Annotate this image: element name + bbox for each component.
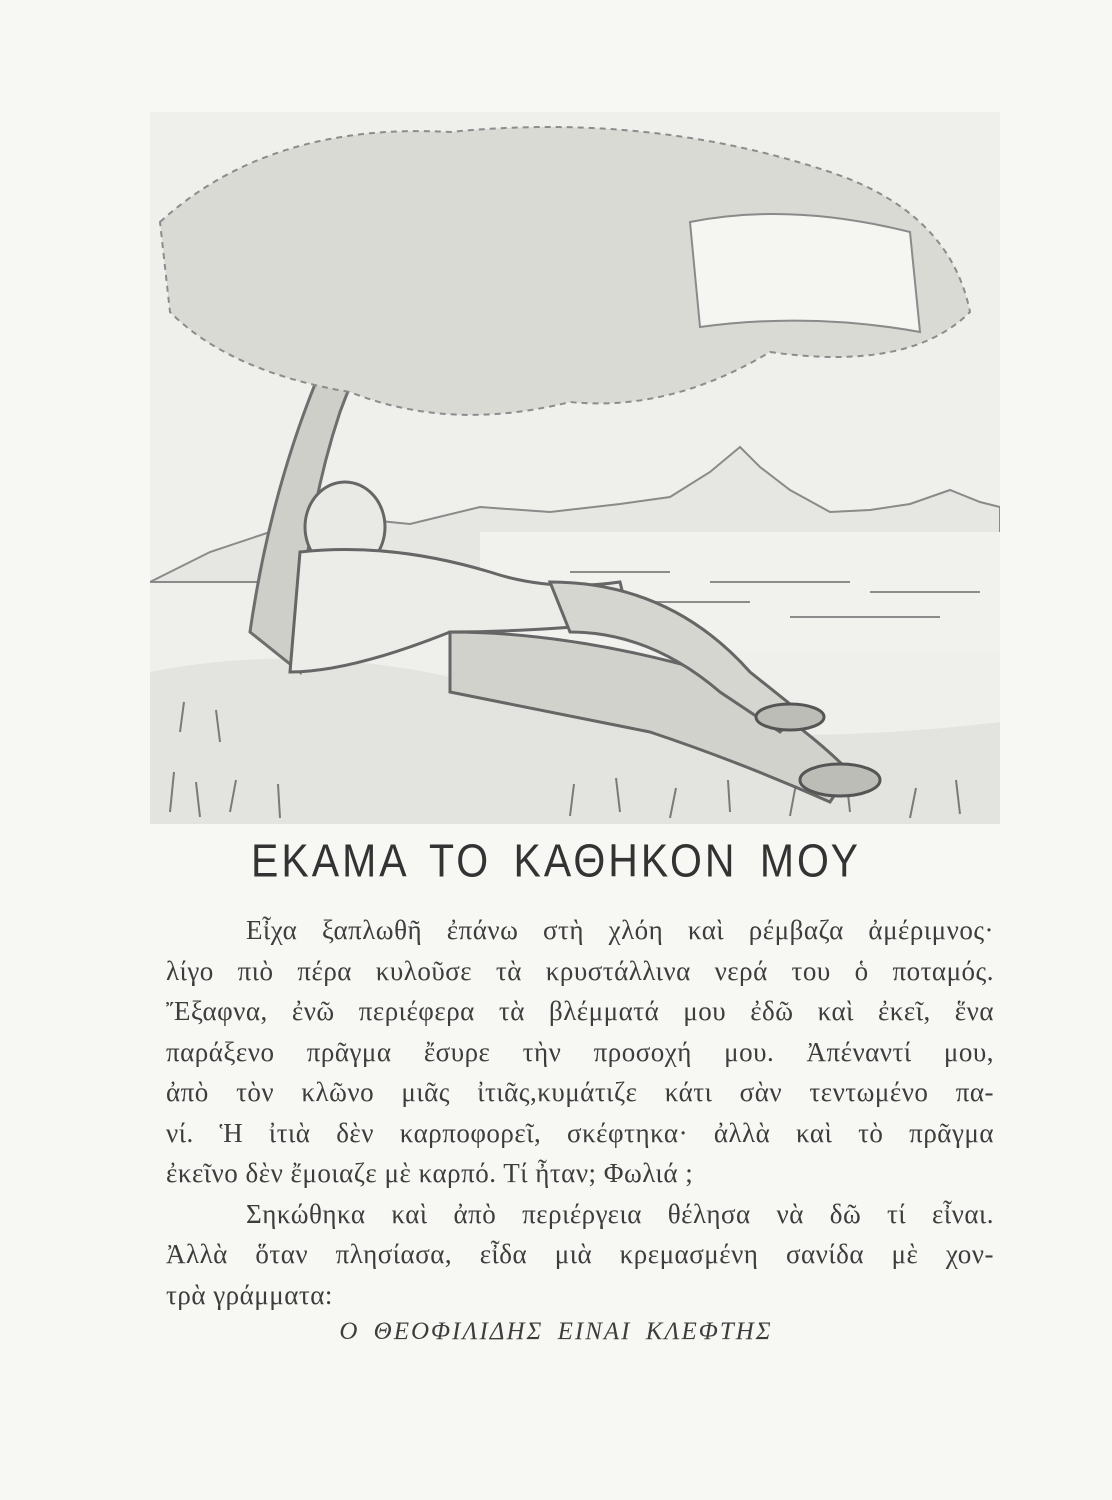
text-line: Σηκώθηκα καὶ ἀπὸ περιέργεια θέλησα νὰ δῶ τί εἶναι.: [246, 1198, 994, 1229]
illustration-boy-under-willow: [150, 112, 1000, 824]
story-body: [166, 910, 994, 1315]
text-line: ἀπὸ τὸν κλῶνο μιᾶς ἰτιᾶς,κυμάτιζε κάτι σὰν τεντωμένο πα-: [166, 1077, 994, 1107]
text-line: Εἶχα ξαπλωθῆ ἐπάνω στὴ χλόη καὶ ρέμβαζα ἀμέριμνος·: [246, 915, 994, 945]
text-line: Ἀλλὰ ὅταν πλησίασα, εἶδα μιὰ κρεμασμένη σανίδα μὲ χον-: [166, 1239, 994, 1269]
text-line: Ἔξαφνα, ἐνῶ περιέφερα τὰ βλέμματά μου ἐδῶ καὶ ἐκεῖ, ἕνα: [166, 996, 994, 1026]
sign-inscription: Ο ΘΕΟΦΙΛΙΔΗΣ ΕΙΝΑΙ ΚΛΕΦΤΗΣ: [339, 1318, 773, 1345]
story-title: ΕΚΑΜΑ ΤΟ ΚΑΘΗΚΟΝ ΜΟΥ: [251, 835, 861, 887]
text-line: νί. Ἡ ἰτιὰ δὲν καρποφορεῖ, σκέφτηκα· ἀλλὰ καὶ τὸ πρᾶγμα: [166, 1117, 994, 1148]
text-line: τρὰ γράμματα:: [166, 1279, 333, 1310]
text-line: ἐκεῖνο δὲν ἔμοιαζε μὲ καρπό. Τί ἦταν; Φωλιά ;: [166, 1158, 694, 1188]
text-line: παράξενο πρᾶγμα ἔσυρε τὴν προσοχή μου. Ἀπέναντί μου,: [166, 1036, 994, 1067]
text-line: λίγο πιὸ πέρα κυλοῦσε τὰ κρυστάλλινα νερά του ὁ ποταμός.: [166, 955, 994, 986]
